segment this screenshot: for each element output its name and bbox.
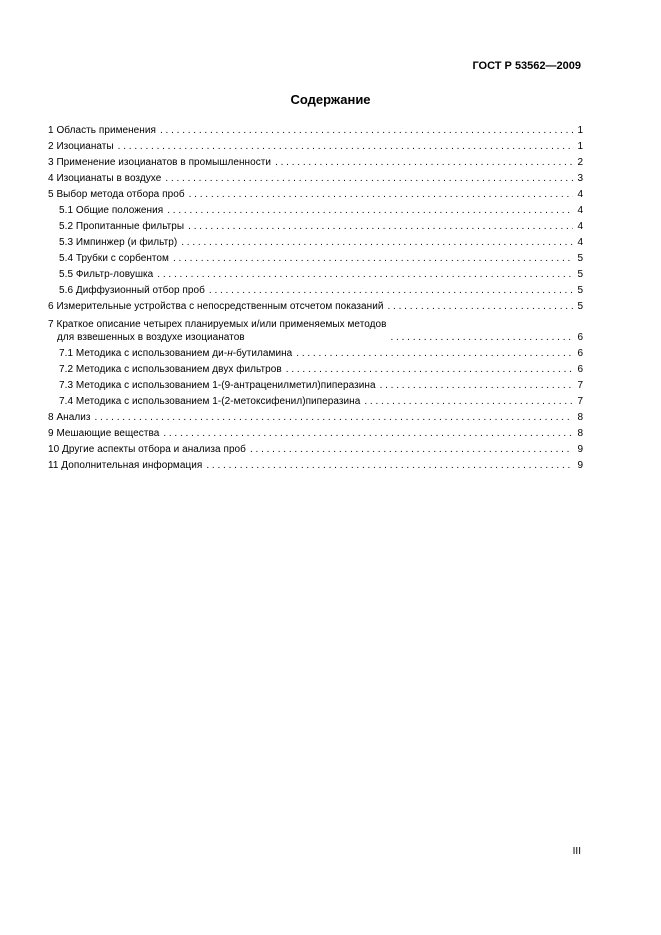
toc-entry-page: 6 bbox=[577, 364, 583, 375]
toc-entry-page: 1 bbox=[577, 141, 583, 152]
toc-leader-dots bbox=[118, 140, 573, 153]
toc-leader-dots bbox=[163, 427, 573, 440]
toc-entry-label: 6 Измерительные устройства с непосредственным отсчетом показаний bbox=[48, 301, 384, 312]
toc-entry-label: 10 Другие аспекты отбора и анализа проб bbox=[48, 444, 246, 455]
toc-entry-page: 4 bbox=[577, 237, 583, 248]
toc-entry-3[interactable] bbox=[48, 153, 583, 169]
toc-leader-dots bbox=[165, 172, 573, 185]
toc-entry-label: 5.5 Фильтр-ловушка bbox=[59, 269, 154, 280]
toc-entry-label-line2: для взвешенных в воздухе изоцианатов bbox=[57, 332, 245, 343]
toc-entry-label-line1: 7 Краткое описание четырех планируемых и/или применяемых методов bbox=[48, 319, 387, 330]
toc-entry-label: 5.3 Импинжер (и фильтр) bbox=[59, 237, 178, 248]
toc-entry-label: 8 Анализ bbox=[48, 412, 91, 423]
toc-leader-dots bbox=[173, 252, 573, 265]
toc-entry-label bbox=[48, 318, 390, 344]
toc-entry-label: 3 Применение изоцианатов в промышленности bbox=[48, 157, 272, 168]
toc-leader-dots bbox=[275, 156, 573, 169]
toc-entry-label: 7.4 Методика с использованием 1-(2-метоксифенил)пиперазина bbox=[59, 396, 361, 407]
toc-entry-page: 5 bbox=[577, 285, 583, 296]
toc-entry-2[interactable] bbox=[48, 137, 583, 153]
toc-entry-label: 2 Изоцианаты bbox=[48, 141, 114, 152]
toc-entry-7-1[interactable] bbox=[48, 344, 583, 360]
toc-entry-label: 4 Изоцианаты в воздухе bbox=[48, 173, 162, 184]
toc-entry-page: 6 bbox=[577, 332, 583, 343]
toc-leader-dots bbox=[364, 395, 573, 408]
toc-entry-label: 7.2 Методика с использованием двух фильтров bbox=[59, 364, 282, 375]
toc-entry-10[interactable] bbox=[48, 440, 583, 456]
toc-entry-page: 4 bbox=[577, 189, 583, 200]
toc-entry-page: 1 bbox=[577, 125, 583, 136]
toc-entry-page: 3 bbox=[577, 173, 583, 184]
toc-entry-5-1[interactable] bbox=[48, 201, 583, 217]
page-number: III bbox=[572, 846, 581, 857]
toc-entry-9[interactable] bbox=[48, 424, 583, 440]
toc-entry-page: 9 bbox=[577, 444, 583, 455]
toc-leader-dots bbox=[209, 284, 573, 297]
toc-entry-label: 5.2 Пропитанные фильтры bbox=[59, 221, 185, 232]
toc-entry-label: 5.4 Трубки с сорбентом bbox=[59, 253, 169, 264]
toc-entry-1[interactable] bbox=[48, 121, 583, 137]
table-of-contents bbox=[48, 121, 583, 472]
toc-entry-label: 7.3 Методика с использованием 1-(9-антраценилметил)пиперазина bbox=[59, 380, 376, 391]
toc-leader-dots bbox=[167, 204, 573, 217]
toc-leader-dots bbox=[380, 379, 573, 392]
toc-entry-5-6[interactable] bbox=[48, 281, 583, 297]
toc-entry-page: 8 bbox=[577, 428, 583, 439]
toc-entry-label-suffix: -бутиламина bbox=[232, 348, 293, 359]
toc-entry-label-italic: н bbox=[227, 348, 233, 359]
toc-title: Содержание bbox=[290, 92, 371, 107]
toc-leader-dots bbox=[296, 347, 573, 360]
toc-entry-label: 11 Дополнительная информация bbox=[48, 460, 203, 471]
toc-entry-page: 4 bbox=[577, 221, 583, 232]
toc-entry-label-prefix: 7.1 Методика с использованием ди- bbox=[59, 348, 228, 359]
toc-entry-page: 7 bbox=[577, 380, 583, 391]
toc-entry-7-3[interactable] bbox=[48, 376, 583, 392]
toc-entry-label bbox=[59, 347, 296, 360]
toc-entry-6[interactable] bbox=[48, 297, 583, 313]
toc-entry-5-3[interactable] bbox=[48, 233, 583, 249]
toc-entry-7-4[interactable] bbox=[48, 392, 583, 408]
toc-entry-label: 1 Область применения bbox=[48, 125, 156, 136]
toc-entry-page: 4 bbox=[577, 205, 583, 216]
toc-entry-5-5[interactable] bbox=[48, 265, 583, 281]
toc-entry-7[interactable] bbox=[48, 313, 583, 344]
toc-entry-5[interactable] bbox=[48, 185, 583, 201]
toc-entry-label: 5.1 Общие положения bbox=[59, 205, 164, 216]
toc-leader-dots bbox=[206, 459, 573, 472]
toc-entry-page: 5 bbox=[577, 301, 583, 312]
toc-leader-dots bbox=[188, 220, 573, 233]
toc-leader-dots bbox=[157, 268, 573, 281]
toc-entry-page: 5 bbox=[577, 269, 583, 280]
toc-entry-7-2[interactable] bbox=[48, 360, 583, 376]
toc-entry-page: 8 bbox=[577, 412, 583, 423]
toc-leader-dots bbox=[181, 236, 573, 249]
toc-entry-page: 9 bbox=[577, 460, 583, 471]
toc-entry-4[interactable] bbox=[48, 169, 583, 185]
toc-leader-dots bbox=[250, 443, 573, 456]
toc-leader-dots bbox=[286, 363, 573, 376]
toc-entry-label: 5.6 Диффузионный отбор проб bbox=[59, 285, 205, 296]
toc-entry-page: 5 bbox=[577, 253, 583, 264]
toc-leader-dots bbox=[390, 331, 573, 344]
toc-leader-dots bbox=[160, 124, 573, 137]
toc-entry-5-4[interactable] bbox=[48, 249, 583, 265]
toc-entry-8[interactable] bbox=[48, 408, 583, 424]
toc-entry-5-2[interactable] bbox=[48, 217, 583, 233]
toc-leader-dots bbox=[189, 188, 573, 201]
toc-entry-page: 2 bbox=[577, 157, 583, 168]
document-standard-number: ГОСТ Р 53562—2009 bbox=[472, 60, 581, 72]
toc-entry-page: 6 bbox=[577, 348, 583, 359]
toc-entry-label: 5 Выбор метода отбора проб bbox=[48, 189, 185, 200]
toc-leader-dots bbox=[387, 300, 573, 313]
toc-leader-dots bbox=[95, 411, 574, 424]
toc-entry-label: 9 Мешающие вещества bbox=[48, 428, 160, 439]
toc-entry-page: 7 bbox=[577, 396, 583, 407]
toc-entry-11[interactable] bbox=[48, 456, 583, 472]
